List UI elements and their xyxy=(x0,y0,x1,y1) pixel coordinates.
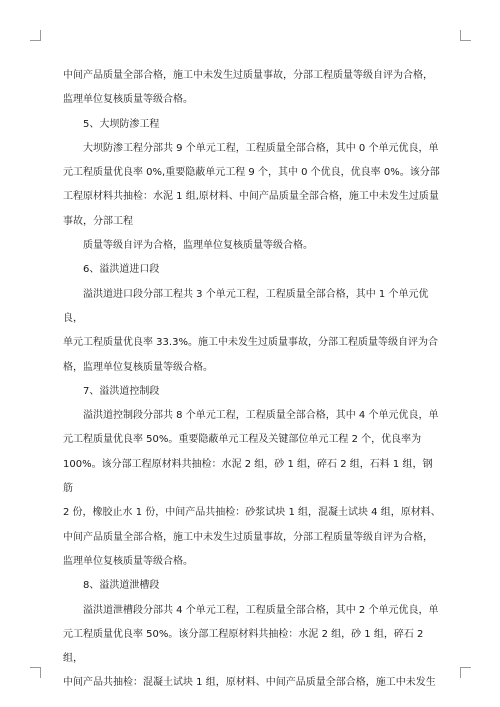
text-line: 100%。该分部工程原材料共抽检：水泥 2 组，砂 1 组，碎石 2 组，石料 1 组，钢筋 xyxy=(63,458,433,495)
text-line: 元工程质量优良率 50%。重要隐蔽单元工程及关键部位单元工程 2 个，优良率为 xyxy=(63,434,422,446)
text-line: 大坝防渗工程分部共 9 个单元工程，工程质量全部合格，其中 0 个单元优良，单 xyxy=(83,142,439,154)
section-heading: 7、溢洪道控制段 xyxy=(83,385,160,397)
text-line: 中间产品共抽检：混凝土试块 1 组，原材料、中间产品质量全部合格，施工中未发生 xyxy=(63,677,436,689)
text-line: 元工程质量优良率 50%。该分部工程原材料共抽检：水泥 2 组，砂 1 组，碎石 2 组， xyxy=(63,628,424,665)
crop-mark-bottom-left xyxy=(30,667,41,678)
text-line: 溢洪道进口段分部工程共 3 个单元工程，工程质量全部合格，其中 1 个单元优良， xyxy=(63,288,429,324)
text-line: 溢洪道泄槽段分部共 4 个单元工程，工程质量全部合格，其中 2 个单元优良，单 xyxy=(83,604,439,616)
section-heading: 8、溢洪道泄槽段 xyxy=(83,580,160,592)
section-heading: 6、溢洪道进口段 xyxy=(83,264,160,276)
text-line: 溢洪道控制段分部共 8 个单元工程，工程质量全部合格，其中 4 个单元优良，单 xyxy=(83,410,439,422)
document-body xyxy=(63,64,441,696)
section-heading: 5、大坝防渗工程 xyxy=(83,118,160,130)
text-line: 监理单位复核质量等级合格。 xyxy=(63,555,193,567)
text-line: 2 份，橡胶止水 1 份，中间产品共抽检：砂浆试块 1 组，混凝土试块 4 组，原材料、 xyxy=(63,507,441,519)
text-line: 中间产品质量全部合格，施工中未发生过质量事故，分部工程质量等级自评为合格， xyxy=(63,70,433,81)
text-line: 质量等级自评为合格，监理单位复核质量等级合格。 xyxy=(83,240,313,252)
text-line: 单元工程质量优良率 33.3%。施工中未发生过质量事故，分部工程质量等级自评为合 xyxy=(63,337,438,349)
text-line: 元工程质量优良率 0%,重要隐蔽单元工程 9 个，其中 0 个优良，优良率 0%。该分部 xyxy=(63,167,440,179)
crop-mark-bottom-right xyxy=(460,667,471,678)
text-line: 工程原材料共抽检：水泥 1 组,原材料、中间产品质量全部合格，施工中未发生过质量 xyxy=(63,191,439,203)
text-line: 中间产品质量全部合格，施工中未发生过质量事故，分部工程质量等级自评为合格， xyxy=(63,531,433,543)
text-line: 格，监理单位复核质量等级合格。 xyxy=(63,361,213,373)
crop-mark-top-left xyxy=(30,30,41,41)
text-line: 监理单位复核质量等级合格。 xyxy=(63,94,193,106)
text-line: 事故，分部工程 xyxy=(63,215,133,227)
crop-mark-top-right xyxy=(460,30,471,41)
